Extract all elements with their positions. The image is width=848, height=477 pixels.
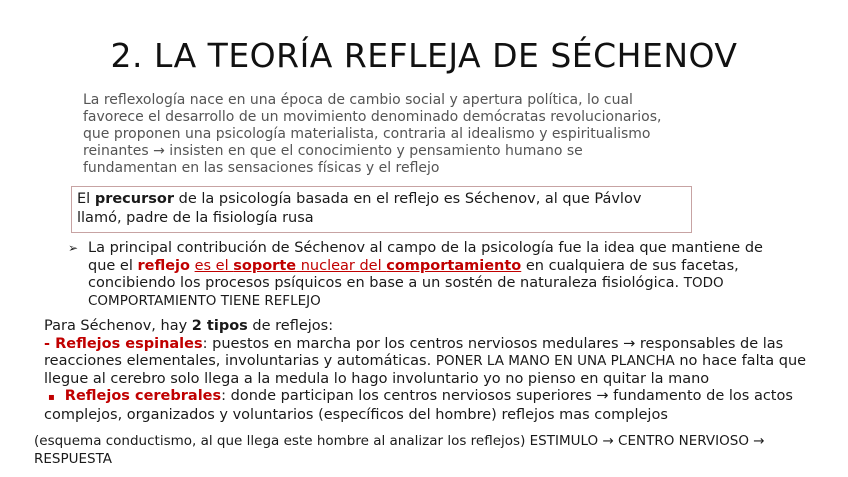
bullet-text-part: en cualquiera de sus facetas, concibiendo los procesos psíquicos en base a un sostén de naturaleza fisiológica. [88, 257, 739, 291]
intro-line: favorece el desarrollo de un movimiento denominado demócratas revolucionarios, [83, 109, 662, 125]
schema-text: CENTRO NERVIOSO [613, 433, 754, 449]
para-text: responsables de las reacciones elementales, involuntarias y automáticas. [44, 335, 784, 369]
box-bold-text: precursor [94, 191, 174, 207]
arrow-right-icon: → [753, 433, 765, 449]
arrow-right-icon: → [623, 335, 636, 352]
precursor-box [71, 186, 692, 233]
intro-line: insisten en que el conocimiento y pensamiento humano se [164, 143, 583, 159]
bullet-text-part: La principal contribución de Séchenov al campo de la psicología fue la idea que mantiene de que el [88, 240, 763, 274]
intro-line: fundamentan en las sensaciones físicas y el reflejo [83, 160, 440, 176]
intro-line: La reflexología nace en una época de cambio social y apertura política, lo cual [83, 92, 633, 108]
arrow-right-icon: → [602, 433, 614, 449]
caps-note: PONER LA MANO EN UNA PLANCHA [435, 353, 675, 369]
caps-note: TODO COMPORTAMIENTO TIENE REFLEJO [88, 275, 724, 309]
cerebral-reflex-label: Reflejos cerebrales [64, 388, 222, 404]
box-text: de la psicología basada en el reflejo es Séchenov, al que Pávlov llamó, padre de la fisiología rusa [77, 191, 642, 226]
square-bullet-icon: ▪ [48, 392, 55, 403]
page-title: 2. LA TEORÍA REFLEJA DE SÉCHENOV [110, 36, 738, 75]
contribution-bullet [68, 240, 788, 310]
underlined-highlight: es el [194, 257, 234, 274]
para-bold: 2 tipos [191, 318, 248, 334]
bullet-text [68, 240, 788, 310]
para-text: fundamento de los actos complejos, organizados y voluntarios (específicos del hombre) reflejos mas complejos [44, 388, 793, 423]
intro-line: que proponen una psicología materialista, contraria al idealismo y espiritualismo [83, 126, 651, 142]
soporte-highlight: soporte [233, 257, 297, 274]
para-text: : puestos en marcha por los centros nerviosos medulares [202, 335, 624, 352]
schema-note [34, 433, 774, 468]
schema-text: RESPUESTA [34, 450, 113, 467]
arrow-right-icon: → [596, 388, 609, 404]
spinal-reflex-label: - Reflejos espinales [44, 335, 203, 352]
para-text: Para Séchenov, hay [44, 318, 192, 334]
reflex-types-paragraph [44, 318, 814, 424]
comportamiento-highlight: comportamiento [386, 257, 522, 274]
box-text: El [77, 191, 95, 207]
reflejo-highlight: reflejo [137, 257, 190, 274]
intro-paragraph [83, 92, 743, 177]
intro-line: reinantes [83, 143, 154, 159]
underlined-highlight: nuclear del [296, 257, 387, 274]
arrow-right-icon: → [153, 143, 165, 159]
para-text: de reflejos: [247, 318, 334, 334]
para-text: no hace falta que llegue al cerebro solo llega a la medula lo hago involuntario yo no pienso en quitar la mano [44, 353, 807, 387]
schema-text: (esquema conductismo, al que llega este hombre al analizar los reflejos) ESTIMULO [34, 433, 603, 449]
para-text: : donde participan los centros nerviosos superiores [221, 388, 597, 404]
arrow-bullet-icon: ➢ [68, 241, 79, 255]
